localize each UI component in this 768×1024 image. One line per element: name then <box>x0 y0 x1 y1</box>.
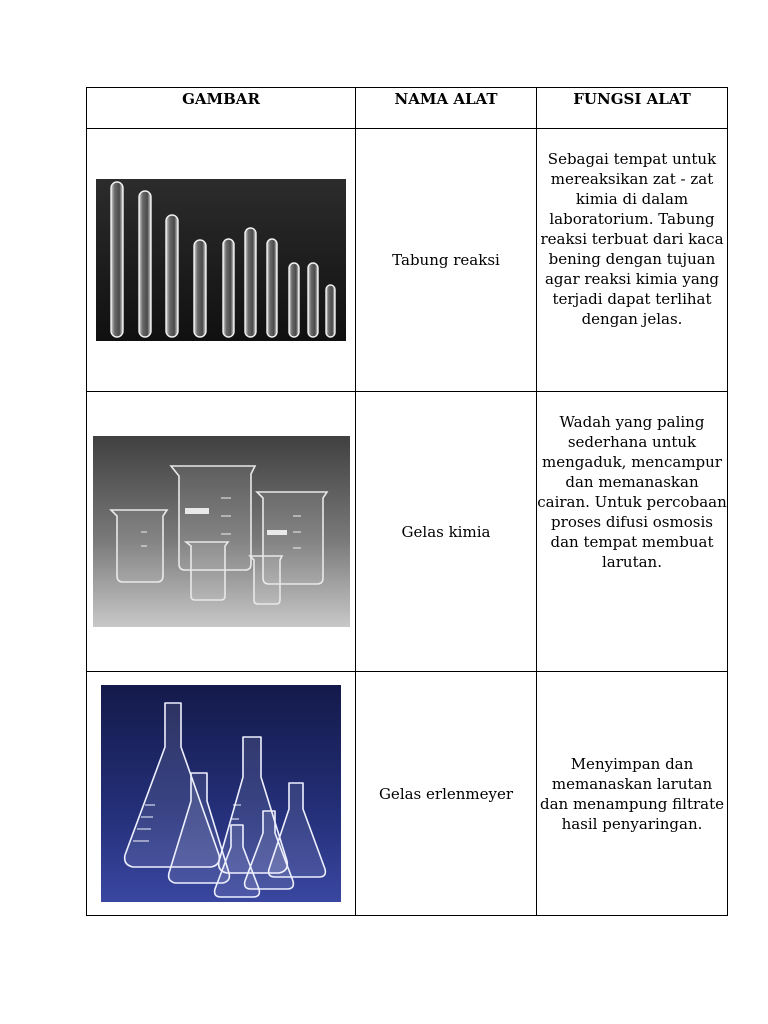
image-cell <box>87 129 356 392</box>
tool-name: Gelas erlenmeyer <box>356 672 537 916</box>
table-row <box>87 672 728 916</box>
tool-function: Wadah yang paling sederhana untuk mengaduk, mencampur dan memanaskan cairan. Untuk percobaan proses difusi osmosis dan tempat membuat larutan. <box>537 392 728 672</box>
header-row <box>87 88 728 129</box>
tool-name: Gelas kimia <box>356 392 537 672</box>
beakers-photo <box>93 436 350 627</box>
table-row <box>87 392 728 672</box>
header-gambar: GAMBAR <box>87 88 356 129</box>
image-cell <box>87 672 356 916</box>
table-row <box>87 129 728 392</box>
image-cell <box>87 392 356 672</box>
tool-function: Sebagai tempat untuk mereaksikan zat - zat kimia di dalam laboratorium. Tabung reaksi terbuat dari kaca bening dengan tujuan agar reaksi kimia yang terjadi dapat terlihat dengan jelas. <box>537 129 728 392</box>
tool-function: Menyimpan dan memanaskan larutan dan menampung filtrate hasil penyaringan. <box>537 672 728 916</box>
tool-name: Tabung reaksi <box>356 129 537 392</box>
header-nama-alat: NAMA ALAT <box>356 88 537 129</box>
erlenmeyer-flasks-photo <box>101 685 341 902</box>
test-tubes-photo <box>96 179 346 341</box>
lab-tools-table <box>86 87 728 916</box>
header-fungsi-alat: FUNGSI ALAT <box>537 88 728 129</box>
